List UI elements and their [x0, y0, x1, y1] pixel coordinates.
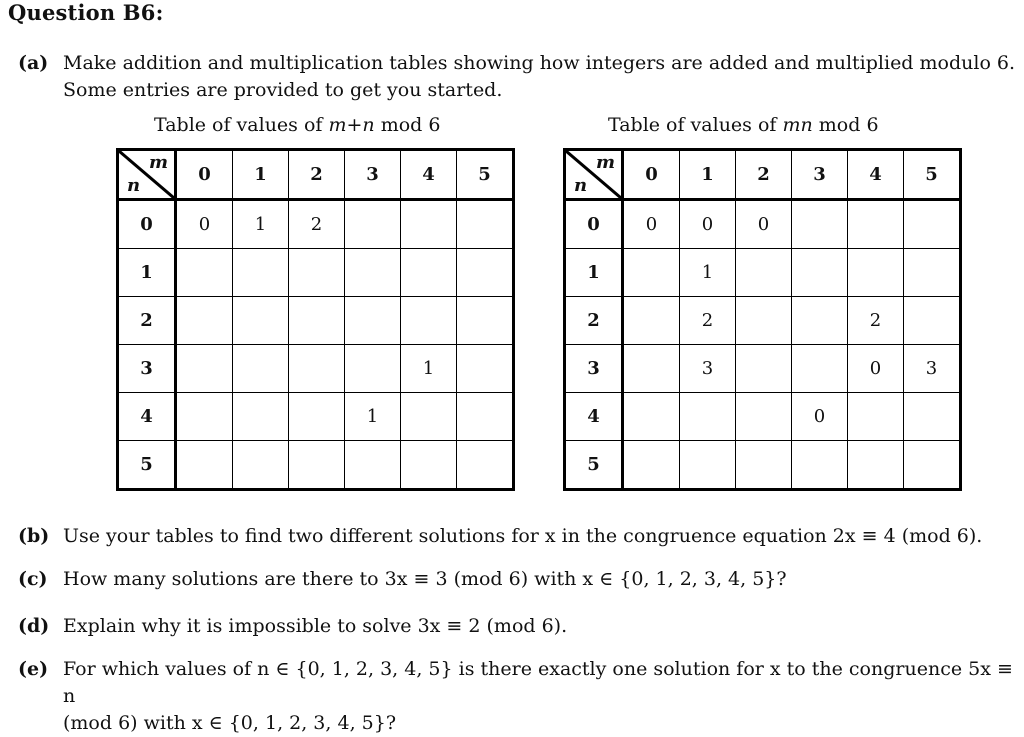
part-b [18, 523, 1018, 550]
multiplication-table-cell[interactable] [623, 393, 680, 441]
addition-table-cell[interactable] [345, 249, 401, 297]
multiplication-table-row [565, 441, 961, 490]
multiplication-table-cell[interactable] [623, 249, 680, 297]
addition-row-header: 2 [118, 297, 176, 345]
addition-row-header: 5 [118, 441, 176, 490]
addition-table-row [118, 297, 514, 345]
addition-title-suffix: mod 6 [374, 114, 441, 136]
multiplication-table-cell[interactable]: 2 [848, 297, 904, 345]
multiplication-table-cell[interactable] [904, 297, 961, 345]
part-e [18, 656, 1018, 737]
part-e-label: (e) [18, 658, 49, 680]
multiplication-table-row [565, 393, 961, 441]
addition-row-header: 3 [118, 345, 176, 393]
multiplication-table-cell[interactable] [904, 441, 961, 490]
addition-table-cell[interactable] [176, 249, 233, 297]
addition-table-cell[interactable] [401, 200, 457, 249]
multiplication-title-suffix: mod 6 [812, 114, 879, 136]
addition-table-cell[interactable] [176, 297, 233, 345]
multiplication-table-cell[interactable]: 2 [680, 297, 736, 345]
multiplication-col-header: 5 [904, 150, 961, 200]
addition-table-cell[interactable] [457, 441, 514, 490]
multiplication-table-cell[interactable] [792, 345, 848, 393]
addition-table-cell[interactable] [345, 345, 401, 393]
addition-table-cell[interactable]: 1 [401, 345, 457, 393]
addition-col-header: 0 [176, 150, 233, 200]
multiplication-table-cell[interactable]: 0 [623, 200, 680, 249]
multiplication-table-cell[interactable] [736, 345, 792, 393]
addition-table-cell[interactable]: 1 [345, 393, 401, 441]
part-c-text: How many solutions are there to 3x ≡ 3 (mod 6) with x ∈ {0, 1, 2, 3, 4, 5}? [63, 568, 787, 590]
addition-table-cell[interactable] [345, 200, 401, 249]
addition-table-cell[interactable] [289, 249, 345, 297]
multiplication-table-cell[interactable] [792, 200, 848, 249]
multiplication-table-cell[interactable] [848, 441, 904, 490]
addition-table-row [118, 345, 514, 393]
addition-col-header: 1 [233, 150, 289, 200]
part-d-text: Explain why it is impossible to solve 3x ≡ 2 (mod 6). [63, 615, 568, 637]
multiplication-row-header: 4 [565, 393, 623, 441]
addition-table-cell[interactable] [457, 393, 514, 441]
multiplication-row-header: 2 [565, 297, 623, 345]
addition-table-cell[interactable] [176, 393, 233, 441]
question-title: Question B6: [8, 0, 164, 25]
addition-table-row [118, 249, 514, 297]
part-e-line-2: (mod 6) with x ∈ {0, 1, 2, 3, 4, 5}? [63, 712, 397, 734]
addition-row-header: 1 [118, 249, 176, 297]
addition-table-row [118, 441, 514, 490]
addition-table-cell[interactable]: 1 [233, 200, 289, 249]
multiplication-row-header: 1 [565, 249, 623, 297]
corner-row-var: n [574, 175, 588, 196]
multiplication-table-cell[interactable] [848, 200, 904, 249]
addition-table-title [154, 114, 440, 136]
part-a-line-1: Make addition and multiplication tables showing how integers are added and multiplied modulo 6. [63, 52, 1016, 74]
multiplication-table [563, 148, 962, 491]
multiplication-col-header: 4 [848, 150, 904, 200]
addition-title-math: m+n [328, 114, 375, 136]
addition-row-header: 4 [118, 393, 176, 441]
addition-table-cell[interactable] [289, 345, 345, 393]
addition-table-cell[interactable] [457, 249, 514, 297]
multiplication-table-cell[interactable] [904, 200, 961, 249]
addition-table-row [118, 200, 514, 249]
addition-table-cell[interactable] [401, 441, 457, 490]
corner-row-var: n [127, 175, 141, 196]
multiplication-col-header: 0 [623, 150, 680, 200]
multiplication-title-prefix: Table of values of [608, 114, 783, 136]
multiplication-table-cell[interactable] [848, 249, 904, 297]
addition-col-header: 2 [289, 150, 345, 200]
addition-title-prefix: Table of values of [154, 114, 329, 136]
addition-table-cell[interactable]: 2 [289, 200, 345, 249]
addition-table-cell[interactable] [457, 200, 514, 249]
part-b-text: Use your tables to find two different solutions for x in the congruence equation 2x ≡ 4 (mod 6). [63, 525, 983, 547]
corner-col-var: m [595, 152, 615, 173]
multiplication-table-row [565, 200, 961, 249]
addition-table-cell[interactable] [233, 441, 289, 490]
multiplication-table-cell[interactable] [623, 297, 680, 345]
addition-table-cell[interactable]: 0 [176, 200, 233, 249]
multiplication-table-cell[interactable] [623, 441, 680, 490]
multiplication-col-header: 3 [792, 150, 848, 200]
multiplication-table-row [565, 297, 961, 345]
addition-table-cell[interactable] [233, 297, 289, 345]
multiplication-table-cell[interactable] [680, 441, 736, 490]
addition-table-cell[interactable] [457, 297, 514, 345]
multiplication-table-row [565, 249, 961, 297]
multiplication-table-cell[interactable] [848, 393, 904, 441]
multiplication-col-header: 1 [680, 150, 736, 200]
addition-table-cell[interactable] [457, 345, 514, 393]
multiplication-header-row [565, 150, 961, 200]
addition-header-row [118, 150, 514, 200]
addition-col-header: 5 [457, 150, 514, 200]
multiplication-title-math: mn [782, 114, 813, 136]
multiplication-table-cell[interactable]: 3 [904, 345, 961, 393]
multiplication-table-cell[interactable]: 0 [792, 393, 848, 441]
addition-table-cell[interactable] [345, 441, 401, 490]
addition-corner-cell [118, 150, 176, 200]
addition-table-cell[interactable] [289, 393, 345, 441]
multiplication-table-cell[interactable] [792, 249, 848, 297]
multiplication-row-header: 0 [565, 200, 623, 249]
addition-col-header: 4 [401, 150, 457, 200]
addition-table-cell[interactable] [176, 345, 233, 393]
multiplication-table-cell[interactable]: 1 [680, 249, 736, 297]
corner-col-var: m [148, 152, 168, 173]
part-e-line-1: For which values of n ∈ {0, 1, 2, 3, 4, 5} is there exactly one solution for x to the congruence 5x ≡ n [63, 658, 1013, 707]
addition-table [116, 148, 515, 491]
addition-table-cell[interactable] [233, 393, 289, 441]
multiplication-col-header: 2 [736, 150, 792, 200]
multiplication-table-cell[interactable] [904, 249, 961, 297]
multiplication-table-cell[interactable] [623, 345, 680, 393]
part-c [18, 566, 1018, 593]
multiplication-corner-cell [565, 150, 623, 200]
multiplication-table-cell[interactable]: 0 [848, 345, 904, 393]
multiplication-table-cell[interactable]: 0 [680, 200, 736, 249]
multiplication-table-cell[interactable] [736, 249, 792, 297]
part-d [18, 613, 1018, 640]
multiplication-table-title [608, 114, 879, 136]
multiplication-table-cell[interactable] [736, 441, 792, 490]
part-a-label: (a) [18, 52, 49, 74]
part-a-line-2: Some entries are provided to get you started. [63, 79, 503, 101]
multiplication-table-cell[interactable]: 0 [736, 200, 792, 249]
addition-table-cell[interactable] [401, 393, 457, 441]
multiplication-table-cell[interactable]: 3 [680, 345, 736, 393]
addition-table-cell[interactable] [233, 249, 289, 297]
part-b-label: (b) [18, 525, 50, 547]
addition-table-cell[interactable] [401, 297, 457, 345]
part-d-label: (d) [18, 615, 50, 637]
addition-table-cell[interactable] [289, 297, 345, 345]
addition-table-cell[interactable] [345, 297, 401, 345]
multiplication-table-cell[interactable] [792, 441, 848, 490]
multiplication-table-cell[interactable] [736, 297, 792, 345]
multiplication-row-header: 5 [565, 441, 623, 490]
part-a [18, 50, 1018, 104]
multiplication-table-cell[interactable] [792, 297, 848, 345]
multiplication-table-row [565, 345, 961, 393]
addition-row-header: 0 [118, 200, 176, 249]
addition-table-cell[interactable] [233, 345, 289, 393]
addition-table-cell[interactable] [176, 441, 233, 490]
multiplication-table-cell[interactable] [736, 393, 792, 441]
addition-table-row [118, 393, 514, 441]
multiplication-row-header: 3 [565, 345, 623, 393]
multiplication-table-cell[interactable] [680, 393, 736, 441]
addition-col-header: 3 [345, 150, 401, 200]
multiplication-table-cell[interactable] [904, 393, 961, 441]
addition-table-cell[interactable] [401, 249, 457, 297]
part-c-label: (c) [18, 568, 48, 590]
addition-table-cell[interactable] [289, 441, 345, 490]
